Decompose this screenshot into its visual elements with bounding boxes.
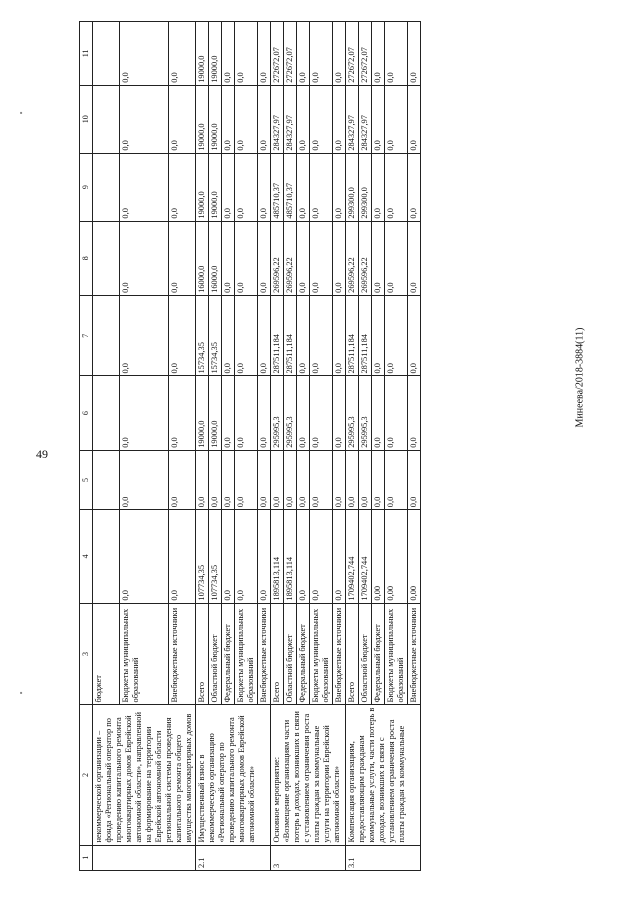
amount-cell [93,376,120,450]
amount-cell: 0,0 [168,376,195,450]
amount-cell: 0,0 [297,221,310,295]
amount-cell: 0,0 [235,450,258,509]
amount-cell: 0,0 [346,450,359,509]
amount-cell: 0,0 [235,376,258,450]
amount-cell: 269596,22 [346,221,359,295]
amount-cell: 284327,97 [284,85,297,153]
amount-cell: 0,0 [408,221,421,295]
amount-cell: 0,0 [372,22,385,86]
measure-name-cell: Компенсация организациям, предоставляющим гражданам коммунальные услуги, части потерь в доходах, возникших в связи с установлением ограничения роста платы граждан за коммунальные [346,705,421,845]
amount-cell: 0,0 [310,295,333,376]
funding-source-cell: Федеральный бюджет [372,603,385,705]
amount-cell: 0,0 [372,221,385,295]
col-header: 3 [80,603,93,705]
col-header: 7 [80,295,93,376]
amount-cell: 107734,35 [196,510,209,603]
amount-cell: 19000,0 [196,153,209,221]
amount-cell: 0,0 [258,85,271,153]
amount-cell: 0,0 [258,221,271,295]
measure-name-cell: Имущественный взнос в некоммерческую организацию «Региональный оператор по проведению капитального ремонта многоквартирных домов Еврейской автономной области» [196,705,271,845]
amount-cell: 272672,07 [346,22,359,86]
table-row [196,22,209,871]
row-number-cell: 2.1 [196,845,271,870]
amount-cell: 0,0 [408,85,421,153]
amount-cell: 0,0 [284,450,297,509]
amount-cell: 0,0 [372,295,385,376]
amount-cell: 19000,0 [196,22,209,86]
amount-cell: 1709402,744 [359,510,372,603]
amount-cell: 0,0 [168,85,195,153]
amount-cell: 0,0 [333,22,346,86]
measure-name-cell: Основное мероприятие: «Возмещение организациям части потерь в доходах, возникших в связи с установлением ограничения роста платы граждан за коммунальные услуги на территории Еврейской автономной области» [271,705,346,845]
amount-cell: 0,0 [408,376,421,450]
amount-cell [93,22,120,86]
amount-cell: 0,0 [310,510,333,603]
amount-cell: 485710,37 [284,153,297,221]
amount-cell: 0,0 [222,295,235,376]
amount-cell: 0,0 [168,22,195,86]
amount-cell: 0,0 [235,85,258,153]
funding-source-cell: Внебюджетные источники [168,603,195,705]
funding-source-cell: Областной бюджет [359,603,372,705]
amount-cell: 0,0 [333,221,346,295]
amount-cell: 0,0 [385,295,408,376]
funding-source-cell: Федеральный бюджет [222,603,235,705]
amount-cell: 0,0 [333,153,346,221]
table-row [346,22,359,871]
amount-cell: 272672,07 [284,22,297,86]
amount-cell: 0,0 [297,295,310,376]
amount-cell: 0,0 [120,376,168,450]
funding-source-cell: Областной бюджет [209,603,222,705]
funding-source-cell: Бюджеты муниципальных образований [120,603,168,705]
amount-cell: 16000,0 [209,221,222,295]
amount-cell: 0,0 [385,85,408,153]
amount-cell: 19000,0 [209,22,222,86]
amount-cell: 0,0 [333,85,346,153]
amount-cell: 0,0 [333,295,346,376]
amount-cell: 0,0 [120,295,168,376]
amount-cell: 284327,97 [271,85,284,153]
amount-cell: 0,0 [222,510,235,603]
amount-cell: 0,0 [258,376,271,450]
funding-source-cell: Бюджеты муниципальных образований [385,603,408,705]
amount-cell: 19000,0 [209,85,222,153]
funding-source-cell: Федеральный бюджет [297,603,310,705]
amount-cell: 0,0 [297,450,310,509]
amount-cell: 0,0 [333,450,346,509]
amount-cell: 0,0 [120,221,168,295]
amount-cell: 0,0 [297,85,310,153]
amount-cell: 0,0 [235,153,258,221]
amount-cell: 287511,184 [284,295,297,376]
header-row [80,22,93,871]
amount-cell: 0,0 [310,22,333,86]
amount-cell: 0,0 [385,221,408,295]
amount-cell: 287511,184 [346,295,359,376]
amount-cell: 1709402,744 [346,510,359,603]
amount-cell: 0,0 [120,153,168,221]
amount-cell [93,510,120,603]
amount-cell: 0,0 [235,22,258,86]
amount-cell: 299300,0 [346,153,359,221]
amount-cell: 19000,0 [209,376,222,450]
col-header: 2 [80,705,93,845]
amount-cell: 0,0 [385,450,408,509]
amount-cell: 0,0 [297,376,310,450]
amount-cell: 0,0 [385,153,408,221]
amount-cell: 269596,22 [359,221,372,295]
amount-cell: 0,0 [209,450,222,509]
funding-source-cell: Всего [196,603,209,705]
amount-cell: 0,0 [222,376,235,450]
amount-cell: 0,0 [168,510,195,603]
amount-cell: 485710,37 [271,153,284,221]
amount-cell: 295995,3 [346,376,359,450]
amount-cell: 0,0 [310,85,333,153]
amount-cell: 0,0 [222,85,235,153]
amount-cell: 0,0 [359,450,372,509]
amount-cell: 0,0 [258,510,271,603]
amount-cell: 0,0 [408,450,421,509]
col-header: 9 [80,153,93,221]
amount-cell: 0,0 [408,153,421,221]
amount-cell: 0,0 [196,450,209,509]
amount-cell: 15734,35 [209,295,222,376]
amount-cell: 0,0 [372,376,385,450]
amount-cell: 0,0 [222,450,235,509]
amount-cell: 272672,07 [359,22,372,86]
amount-cell: 0,0 [222,221,235,295]
amount-cell: 0,0 [235,295,258,376]
amount-cell: 0,00 [385,510,408,603]
amount-cell: 0,0 [297,22,310,86]
amount-cell: 272672,07 [271,22,284,86]
amount-cell: 0,0 [310,376,333,450]
amount-cell: 0,0 [333,376,346,450]
table-row [271,22,284,871]
amount-cell: 284327,97 [359,85,372,153]
page-number: 49 [36,447,48,461]
col-header: 6 [80,376,93,450]
funding-source-cell: Внебюджетные источники [258,603,271,705]
amount-cell: 0,0 [120,450,168,509]
document-code: Минеева/2018-3884(11) [574,327,586,428]
amount-cell: 0,0 [222,22,235,86]
amount-cell: 0,0 [310,221,333,295]
amount-cell: 19000,0 [209,153,222,221]
funding-source-cell: Внебюджетные источники [408,603,421,705]
amount-cell: 0,0 [385,376,408,450]
amount-cell: 15734,35 [196,295,209,376]
amount-cell: 284327,97 [346,85,359,153]
measure-name-cell: некоммерческой организации – фонда «Региональный оператор по проведению капитального ремонта многоквартирных домов Еврейской автономной области», направленной на формирование на территории Еврейской автономной области региональной системы проведения капитального ремонта общего имущества многоквартирных домов [93,705,196,845]
col-header: 4 [80,510,93,603]
amount-cell [93,85,120,153]
amount-cell: 269596,22 [284,221,297,295]
funding-source-cell: Внебюджетные источники [333,603,346,705]
amount-cell: 0,0 [297,510,310,603]
amount-cell: 0,0 [271,450,284,509]
amount-cell [93,295,120,376]
amount-cell: 19000,0 [196,376,209,450]
amount-cell: 295995,3 [271,376,284,450]
amount-cell: 0,0 [235,510,258,603]
amount-cell [93,153,120,221]
funding-source-cell: Бюджеты муниципальных образований [235,603,258,705]
amount-cell: 19000,0 [196,85,209,153]
scan-mark-bottom: ■ [20,690,23,695]
amount-cell: 0,0 [333,510,346,603]
amount-cell: 299300,0 [359,153,372,221]
amount-cell [93,450,120,509]
amount-cell: 0,0 [168,295,195,376]
amount-cell: 1895813,114 [284,510,297,603]
amount-cell: 0,0 [222,153,235,221]
col-header: 10 [80,85,93,153]
amount-cell: 0,00 [372,510,385,603]
funding-source-cell: Всего [271,603,284,705]
amount-cell: 269596,22 [271,221,284,295]
amount-cell: 0,0 [297,153,310,221]
amount-cell: 0,0 [310,450,333,509]
amount-cell: 0,00 [408,510,421,603]
financing-table [79,21,421,871]
amount-cell: 295995,3 [359,376,372,450]
amount-cell: 287511,184 [271,295,284,376]
col-header: 1 [80,845,93,870]
amount-cell: 1895813,114 [271,510,284,603]
amount-cell: 0,0 [385,22,408,86]
amount-cell: 0,0 [235,221,258,295]
row-number-cell [93,845,196,870]
amount-cell: 0,0 [258,295,271,376]
funding-source-cell: Всего [346,603,359,705]
amount-cell: 0,0 [120,22,168,86]
col-header: 11 [80,22,93,86]
rotated-table-container [79,21,559,871]
amount-cell: 0,0 [258,450,271,509]
amount-cell: 0,0 [408,295,421,376]
row-number-cell: 3 [271,845,346,870]
row-number-cell: 3.1 [346,845,421,870]
funding-source-cell: бюджет [93,603,120,705]
amount-cell: 0,0 [372,153,385,221]
amount-cell: 16000,0 [196,221,209,295]
amount-cell: 0,0 [310,153,333,221]
amount-cell: 0,0 [168,450,195,509]
amount-cell: 295995,3 [284,376,297,450]
col-header: 8 [80,221,93,295]
amount-cell: 0,0 [168,221,195,295]
amount-cell: 287511,184 [359,295,372,376]
scan-mark-top: ■ [20,110,23,115]
amount-cell: 0,0 [258,22,271,86]
amount-cell: 0,0 [372,450,385,509]
amount-cell: 0,0 [120,85,168,153]
amount-cell: 0,0 [372,85,385,153]
table-row [93,22,120,871]
amount-cell: 0,0 [120,510,168,603]
amount-cell [93,221,120,295]
amount-cell: 0,0 [408,22,421,86]
amount-cell: 0,0 [258,153,271,221]
funding-source-cell: Областной бюджет [284,603,297,705]
col-header: 5 [80,450,93,509]
amount-cell: 0,0 [168,153,195,221]
funding-source-cell: Бюджеты муниципальных образований [310,603,333,705]
amount-cell: 107734,35 [209,510,222,603]
